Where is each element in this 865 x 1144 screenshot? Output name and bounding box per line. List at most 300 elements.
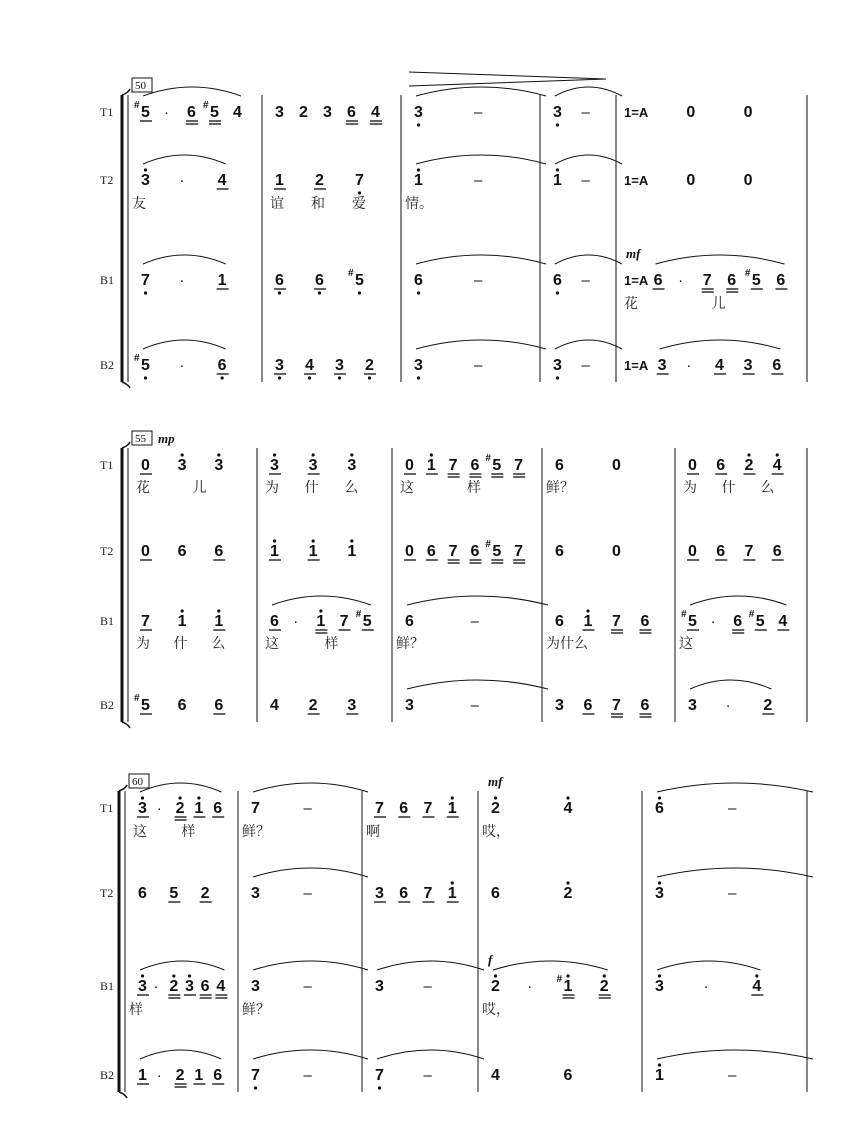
octave-down-dot (308, 376, 311, 379)
duration-mark: – (474, 172, 483, 189)
lyric-syllable: 为什么 (546, 636, 588, 652)
jianpu-note: 1 (655, 1067, 664, 1084)
jianpu-note: 6 (187, 104, 196, 121)
duration-mark: · (156, 1067, 162, 1084)
jianpu-note: 2 (563, 885, 573, 902)
octave-down-dot (556, 376, 559, 379)
octave-up-dot (776, 453, 779, 456)
jianpu-note: 0 (688, 543, 697, 560)
sharp-sign: # (134, 353, 140, 364)
octave-up-dot (217, 453, 220, 456)
jianpu-note: 2 (744, 457, 754, 474)
slur (555, 155, 622, 164)
lyric-syllable: 鲜？ (546, 480, 574, 496)
jianpu-note: 5 (688, 613, 697, 630)
octave-up-dot (319, 609, 322, 612)
dynamic-marking: mf (488, 774, 503, 789)
slur (143, 155, 226, 164)
jianpu-note: 1 (270, 543, 279, 560)
dynamic-marking: f (488, 952, 493, 967)
jianpu-note: 7 (448, 543, 458, 560)
octave-up-dot (566, 974, 569, 977)
jianpu-note: 6 (177, 697, 187, 714)
jianpu-note: 3 (323, 104, 332, 121)
jianpu-note: 5 (492, 457, 502, 474)
jianpu-note: 2 (308, 697, 318, 714)
jianpu-note: 6 (555, 457, 564, 474)
sharp-sign: # (744, 268, 751, 279)
octave-up-dot (566, 796, 569, 799)
part-label: B2 (100, 358, 115, 372)
jianpu-note: 3 (405, 697, 414, 714)
duration-mark: – (470, 697, 479, 714)
octave-down-dot (144, 376, 147, 379)
jianpu-note: 1 (217, 272, 227, 289)
lyric-syllable: 什 (721, 480, 736, 496)
jianpu-note: 5 (355, 272, 364, 289)
jianpu-note: 3 (375, 978, 384, 995)
score-system-3 (100, 774, 813, 1098)
lyric-syllable: 友 (132, 196, 146, 212)
octave-down-dot (378, 1086, 381, 1089)
duration-mark: · (179, 272, 185, 289)
octave-down-dot (556, 123, 559, 126)
jianpu-note: 6 (177, 543, 187, 560)
jianpu-note: 7 (423, 885, 433, 902)
jianpu-note: 6 (470, 457, 480, 474)
measure-number-box (132, 431, 152, 445)
decrescendo-hairpin (409, 72, 606, 86)
octave-up-dot (144, 168, 147, 171)
jianpu-note: 5 (755, 613, 765, 630)
slur (253, 783, 368, 792)
duration-mark: – (728, 800, 737, 817)
part-b1 (100, 596, 789, 652)
part-label: B2 (100, 698, 115, 712)
jianpu-note: 7 (514, 543, 524, 560)
jianpu-note: 1 (316, 613, 326, 630)
jianpu-note: 1 (308, 543, 318, 560)
slur (660, 340, 781, 349)
jianpu-note: 6 (200, 978, 210, 995)
octave-up-dot (350, 453, 353, 456)
octave-down-dot (358, 291, 361, 294)
part-label: T2 (100, 173, 114, 187)
part-t2 (100, 868, 813, 902)
lyric-syllable: 为 (136, 636, 150, 652)
jianpu-note: 3 (347, 697, 357, 714)
jianpu-note: 0 (405, 457, 414, 474)
slur (377, 1050, 484, 1059)
jianpu-note: 1 (447, 800, 457, 817)
jianpu-note: 7 (702, 272, 712, 289)
octave-up-dot (747, 453, 750, 456)
jianpu-note: 6 (776, 272, 786, 289)
duration-mark: – (303, 1067, 312, 1084)
octave-up-dot (197, 796, 200, 799)
jianpu-note: 3 (375, 885, 384, 902)
jianpu-note: 3 (414, 357, 423, 374)
jianpu-note: 3 (743, 357, 753, 374)
lyric-syllable: 啊 (366, 824, 380, 840)
octave-down-dot (368, 376, 371, 379)
slur (416, 340, 546, 349)
duration-mark: · (153, 978, 159, 995)
jianpu-note: 3 (555, 697, 564, 714)
jianpu-note: 3 (414, 104, 423, 121)
duration-mark: – (474, 357, 483, 374)
jianpu-note: 6 (405, 613, 414, 630)
octave-down-dot (338, 376, 341, 379)
slur (656, 255, 785, 264)
duration-mark: – (581, 272, 590, 289)
part-t1 (100, 774, 813, 840)
lyric-syllable: 为 (683, 480, 697, 496)
octave-down-dot (254, 1086, 257, 1089)
lyric-syllable: 鲜？ (396, 636, 424, 652)
octave-down-dot (358, 191, 361, 194)
jianpu-note: 3 (655, 978, 664, 995)
duration-mark: · (703, 978, 709, 995)
part-label: T1 (100, 105, 114, 119)
jianpu-note: 3 (251, 978, 260, 995)
duration-mark: · (527, 978, 533, 995)
jianpu-note: 6 (640, 613, 650, 630)
jianpu-note: 4 (752, 978, 762, 995)
part-b1 (100, 952, 763, 1018)
jianpu-note: 0 (141, 543, 150, 560)
jianpu-note: 3 (655, 885, 664, 902)
octave-up-dot (172, 974, 175, 977)
sharp-sign: # (134, 693, 140, 704)
jianpu-note: 4 (772, 457, 782, 474)
sharp-sign: # (203, 100, 209, 111)
octave-up-dot (181, 453, 184, 456)
jianpu-note: 6 (315, 272, 324, 289)
duration-mark: – (728, 1067, 737, 1084)
sharp-sign: # (748, 609, 755, 620)
jianpu-note: 3 (251, 885, 260, 902)
score-system-2 (100, 431, 807, 728)
lyric-syllable: 花 (624, 296, 638, 312)
jianpu-note: 6 (217, 357, 227, 374)
lyric-syllable: 儿 (711, 296, 726, 312)
jianpu-note: 1 (347, 543, 357, 560)
jianpu-note: 1 (414, 172, 423, 189)
jianpu-note: 6 (555, 613, 564, 630)
jianpu-note: 3 (688, 697, 697, 714)
octave-up-dot (417, 168, 420, 171)
duration-mark: – (423, 1067, 432, 1084)
key-signature: 1=A (624, 358, 649, 373)
jianpu-note: 6 (138, 885, 147, 902)
measure-number: 55 (135, 433, 146, 445)
jianpu-note: 3 (177, 457, 187, 474)
octave-down-dot (278, 376, 281, 379)
octave-up-dot (188, 974, 191, 977)
lyric-syllable: 样 (181, 824, 196, 840)
jianpu-note: 0 (405, 543, 414, 560)
jianpu-note: 6 (716, 543, 726, 560)
slur (657, 961, 760, 970)
jianpu-note: 5 (362, 613, 372, 630)
jianpu-note: 4 (715, 357, 724, 374)
octave-up-dot (658, 881, 661, 884)
sharp-sign: # (355, 609, 362, 620)
jianpu-note: 4 (563, 800, 573, 817)
jianpu-note: 5 (169, 885, 179, 902)
lyric-syllable: 样 (324, 636, 339, 652)
octave-up-dot (273, 539, 276, 542)
jianpu-note: 7 (514, 457, 524, 474)
slur (555, 87, 622, 96)
slur (407, 596, 548, 605)
octave-up-dot (451, 796, 454, 799)
duration-mark: · (710, 613, 716, 630)
duration-mark: · (156, 800, 162, 817)
sharp-sign: # (681, 609, 687, 620)
jianpu-note: 3 (275, 357, 284, 374)
slur (555, 340, 622, 349)
measure-number: 60 (132, 776, 143, 788)
octave-down-dot (417, 291, 420, 294)
jianpu-note: 6 (727, 272, 737, 289)
sharp-sign: # (485, 453, 491, 464)
sharp-sign: # (556, 974, 563, 985)
part-label: B1 (100, 979, 115, 993)
part-t2 (100, 155, 753, 212)
slur (140, 961, 224, 970)
duration-mark: – (423, 978, 432, 995)
jianpu-note: 1 (194, 1067, 204, 1084)
octave-up-dot (179, 796, 182, 799)
slur (555, 255, 622, 264)
jianpu-note: 3 (308, 457, 318, 474)
jianpu-note: 0 (141, 457, 150, 474)
jianpu-note: 0 (688, 457, 697, 474)
jianpu-note: 7 (251, 800, 260, 817)
lyric-syllable: 鲜？ (242, 824, 270, 840)
duration-mark: · (686, 357, 692, 374)
slur (140, 1050, 221, 1059)
jianpu-note: 4 (270, 697, 279, 714)
jianpu-note: 3 (141, 172, 150, 189)
jianpu-note: 7 (448, 457, 458, 474)
octave-down-dot (278, 291, 281, 294)
key-signature: 1=A (624, 173, 649, 188)
jianpu-note: 4 (216, 978, 226, 995)
jianpu-note: 1 (426, 457, 436, 474)
jianpu-note: 2 (200, 885, 210, 902)
octave-up-dot (658, 796, 661, 799)
slur (690, 680, 771, 689)
lyric-syllable: 这 (133, 824, 147, 840)
slur (690, 596, 786, 605)
duration-mark: · (179, 357, 185, 374)
jianpu-note: 7 (355, 172, 364, 189)
part-label: B2 (100, 1068, 115, 1082)
jianpu-note: 6 (414, 272, 423, 289)
jianpu-note: 7 (375, 800, 384, 817)
jianpu-note: 5 (141, 104, 150, 121)
jianpu-note: 2 (169, 978, 179, 995)
lyric-syllable: 这 (265, 636, 279, 652)
sharp-sign: # (134, 100, 140, 111)
part-t1 (100, 431, 784, 496)
jianpu-note: 0 (612, 457, 621, 474)
lyric-syllable: 什 (304, 480, 319, 496)
part-label: T1 (100, 458, 114, 472)
duration-mark: – (728, 885, 737, 902)
octave-up-dot (566, 881, 569, 884)
jianpu-note: 5 (492, 543, 502, 560)
jianpu-note: 7 (612, 613, 621, 630)
octave-up-dot (494, 796, 497, 799)
slur (657, 868, 813, 877)
lyric-syllable: 花 (136, 480, 150, 496)
lyric-syllable: 什 (173, 636, 188, 652)
jianpu-note: 6 (213, 1067, 223, 1084)
key-signature: 1=A (624, 273, 649, 288)
jianpu-note: 6 (555, 543, 564, 560)
jianpu-note: 1 (194, 800, 204, 817)
octave-up-dot (603, 974, 606, 977)
octave-down-dot (417, 123, 420, 126)
jianpu-note: 1 (214, 613, 224, 630)
lyric-syllable: 样 (129, 1002, 143, 1018)
slur (416, 155, 546, 164)
part-t1 (100, 87, 753, 127)
lyric-syllable: 么 (344, 480, 359, 496)
jianpu-note: 4 (305, 357, 314, 374)
duration-mark: · (164, 104, 169, 121)
jianpu-note: 5 (141, 697, 150, 714)
jianpu-note: 6 (655, 800, 664, 817)
duration-mark: – (474, 272, 483, 289)
part-label: B1 (100, 273, 115, 287)
jianpu-note: 7 (375, 1067, 384, 1084)
slur (657, 1050, 813, 1059)
jianpu-note: 1 (583, 613, 593, 630)
measure-number-box (132, 78, 152, 92)
lyric-syllable: 鲜？ (242, 1002, 270, 1018)
sharp-sign: # (348, 268, 354, 279)
jianpu-note: 6 (563, 1067, 573, 1084)
duration-mark: · (678, 272, 684, 289)
octave-down-dot (221, 376, 224, 379)
jianpu-note: 3 (657, 357, 667, 374)
lyric-syllable: 这 (400, 480, 414, 496)
slur (416, 87, 546, 96)
octave-up-dot (181, 609, 184, 612)
jianpu-note: 6 (213, 800, 223, 817)
slur (657, 783, 813, 792)
jianpu-note: 6 (653, 272, 663, 289)
jianpu-note: 6 (214, 543, 224, 560)
key-signature: 1=A (624, 105, 649, 120)
jianpu-note: 6 (772, 357, 782, 374)
part-t2 (100, 539, 784, 563)
jianpu-note: 3 (275, 104, 284, 121)
octave-up-dot (312, 539, 315, 542)
jianpu-note: 3 (335, 357, 344, 374)
slur (493, 961, 608, 970)
lyric-syllable: 哎， (482, 824, 510, 840)
duration-mark: · (179, 172, 185, 189)
slur (407, 680, 548, 689)
duration-mark: – (303, 978, 312, 995)
jianpu-note: 2 (315, 172, 324, 189)
jianpu-note: 4 (491, 1067, 500, 1084)
octave-up-dot (556, 168, 559, 171)
lyric-syllable: 么 (211, 636, 226, 652)
part-label: T2 (100, 544, 114, 558)
jianpu-note: 6 (553, 272, 562, 289)
jianpu-note: 2 (175, 1067, 185, 1084)
slur (143, 87, 241, 96)
jianpu-note: 0 (743, 104, 753, 121)
lyric-syllable: 爱 (352, 196, 366, 212)
jianpu-note: 1 (553, 172, 562, 189)
jianpu-note: 6 (716, 457, 726, 474)
jianpu-note: 0 (686, 172, 696, 189)
lyric-syllable: 情。 (405, 196, 433, 212)
jianpu-note: 4 (217, 172, 227, 189)
jianpu-note: 7 (423, 800, 433, 817)
slur (416, 255, 546, 264)
slur (253, 961, 368, 970)
duration-mark: · (725, 697, 731, 714)
jianpu-note: 7 (744, 543, 754, 560)
part-b2 (100, 680, 774, 717)
dynamic-marking: mf (626, 246, 641, 261)
lyric-syllable: 儿 (192, 480, 207, 496)
jianpu-note: 3 (347, 457, 357, 474)
lyric-syllable: 么 (760, 480, 775, 496)
jianpu-note: 6 (772, 543, 782, 560)
octave-down-dot (144, 291, 147, 294)
slur (140, 783, 221, 792)
octave-up-dot (217, 609, 220, 612)
jianpu-note: 6 (399, 800, 409, 817)
jianpu-note: 1 (177, 613, 187, 630)
jianpu-note: 3 (270, 457, 279, 474)
jianpu-note: 0 (686, 104, 696, 121)
duration-mark: · (293, 613, 299, 630)
jianpu-note: 0 (612, 543, 621, 560)
duration-mark: – (581, 357, 590, 374)
jianpu-note: 6 (347, 104, 356, 121)
slur (143, 340, 226, 349)
jianpu-note: 6 (399, 885, 409, 902)
jianpu-note: 5 (751, 272, 761, 289)
jianpu-note: 2 (365, 357, 374, 374)
jianpu-note: 6 (640, 697, 650, 714)
lyric-syllable: 和 (311, 196, 325, 212)
jianpu-note: 2 (175, 800, 185, 817)
jianpu-note: 2 (763, 697, 773, 714)
jianpu-note: 4 (233, 104, 242, 121)
duration-mark: – (581, 104, 590, 121)
lyric-syllable: 谊 (270, 196, 284, 212)
octave-up-dot (658, 974, 661, 977)
octave-up-dot (586, 609, 589, 612)
jianpu-note: 6 (491, 885, 500, 902)
octave-up-dot (451, 881, 454, 884)
score-system-1 (100, 72, 807, 388)
jianpu-note: 6 (733, 613, 743, 630)
lyric-syllable: 这 (679, 636, 693, 652)
